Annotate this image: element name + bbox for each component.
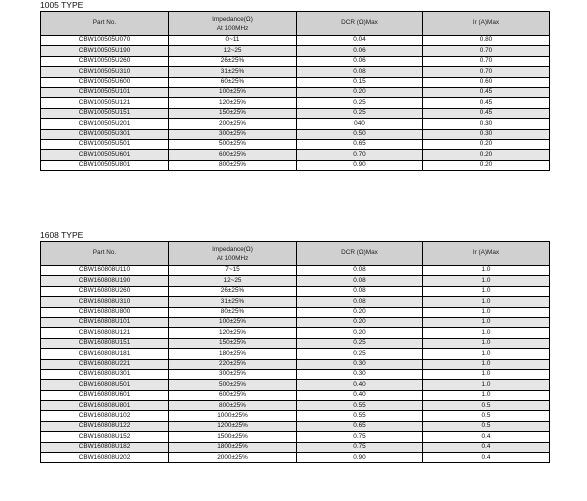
dcr-cell: 0.75 <box>297 442 423 452</box>
table-row <box>41 432 550 442</box>
dcr-cell: 0.65 <box>297 421 423 431</box>
table-row <box>41 328 550 338</box>
impedance-cell: 500±25% <box>169 380 297 390</box>
impedance-cell: 1800±25% <box>169 442 297 452</box>
table-row <box>41 46 550 56</box>
table-row <box>41 349 550 359</box>
impedance-cell: 120±25% <box>169 328 297 338</box>
table-row <box>41 453 550 463</box>
header-impedance <box>169 12 297 36</box>
part-no-cell: CBW100505U310 <box>41 67 169 77</box>
table-row <box>41 297 550 307</box>
part-no-cell: CBW160808U221 <box>41 359 169 369</box>
impedance-cell: 31±25% <box>169 67 297 77</box>
part-no-cell: CBW160808U601 <box>41 390 169 400</box>
impedance-cell: 1500±25% <box>169 432 297 442</box>
table-body <box>41 266 550 463</box>
part-no-cell: CBW100505U501 <box>41 139 169 149</box>
impedance-cell: 100±25% <box>169 87 297 97</box>
part-no-cell: CBW160808U260 <box>41 286 169 296</box>
part-no-cell: CBW100505U600 <box>41 77 169 87</box>
ir-cell: 0.20 <box>423 139 550 149</box>
ir-cell: 0.20 <box>423 150 550 160</box>
table-row <box>41 150 550 160</box>
header-part-no: Part No. <box>41 242 169 266</box>
table-row <box>41 160 550 170</box>
table-row <box>41 401 550 411</box>
ir-cell: 1.0 <box>423 359 550 369</box>
dcr-cell: 0.25 <box>297 108 423 118</box>
spec-table-1005 <box>40 11 550 171</box>
impedance-cell: 180±25% <box>169 349 297 359</box>
dcr-cell: 0.50 <box>297 129 423 139</box>
header-impedance-line2: At 100MHz <box>216 254 249 262</box>
impedance-cell: 800±25% <box>169 401 297 411</box>
header-impedance-line1: Impedance(Ω) <box>212 245 253 253</box>
dcr-cell: 0.06 <box>297 56 423 66</box>
dcr-cell: 0.55 <box>297 401 423 411</box>
part-no-cell: CBW100505U151 <box>41 108 169 118</box>
impedance-cell: 300±25% <box>169 369 297 379</box>
part-no-cell: CBW160808U202 <box>41 453 169 463</box>
section-title: 1005 TYPE <box>40 0 84 10</box>
impedance-cell: 60±25% <box>169 77 297 87</box>
ir-cell: 0.70 <box>423 67 550 77</box>
header-ir: Ir (A)Max <box>423 12 550 36</box>
section-1005 <box>40 0 550 171</box>
header-ir: Ir (A)Max <box>423 242 550 266</box>
table-row <box>41 338 550 348</box>
table-row <box>41 286 550 296</box>
dcr-cell: 0.30 <box>297 369 423 379</box>
part-no-cell: CBW100505U260 <box>41 56 169 66</box>
dcr-cell: 0.20 <box>297 307 423 317</box>
part-no-cell: CBW160808U190 <box>41 276 169 286</box>
dcr-cell: 0.25 <box>297 349 423 359</box>
impedance-cell: 2000±25% <box>169 453 297 463</box>
table-row <box>41 276 550 286</box>
dcr-cell: 0.75 <box>297 432 423 442</box>
part-no-cell: CBW160808U151 <box>41 338 169 348</box>
table-row <box>41 359 550 369</box>
dcr-cell: 040 <box>297 119 423 129</box>
ir-cell: 1.0 <box>423 307 550 317</box>
table-row <box>41 67 550 77</box>
ir-cell: 1.0 <box>423 317 550 327</box>
table-row <box>41 129 550 139</box>
dcr-cell: 0.20 <box>297 317 423 327</box>
table-row <box>41 442 550 452</box>
table-row <box>41 108 550 118</box>
dcr-cell: 0.20 <box>297 87 423 97</box>
dcr-cell: 0.04 <box>297 36 423 46</box>
part-no-cell: CBW100505U101 <box>41 87 169 97</box>
part-no-cell: CBW100505U070 <box>41 36 169 46</box>
dcr-cell: 0.90 <box>297 160 423 170</box>
part-no-cell: CBW100505U301 <box>41 129 169 139</box>
table-row <box>41 307 550 317</box>
impedance-cell: 26±25% <box>169 56 297 66</box>
dcr-cell: 0.55 <box>297 411 423 421</box>
table-row <box>41 98 550 108</box>
impedance-cell: 1200±25% <box>169 421 297 431</box>
ir-cell: 0.60 <box>423 77 550 87</box>
part-no-cell: CBW100505U201 <box>41 119 169 129</box>
dcr-cell: 0.20 <box>297 328 423 338</box>
dcr-cell: 0.08 <box>297 67 423 77</box>
impedance-cell: 100±25% <box>169 317 297 327</box>
ir-cell: 1.0 <box>423 276 550 286</box>
ir-cell: 1.0 <box>423 390 550 400</box>
dcr-cell: 0.08 <box>297 286 423 296</box>
dcr-cell: 0.25 <box>297 98 423 108</box>
dcr-cell: 0.90 <box>297 453 423 463</box>
ir-cell: 0.45 <box>423 108 550 118</box>
table-row <box>41 421 550 431</box>
table-row <box>41 380 550 390</box>
impedance-cell: 300±25% <box>169 129 297 139</box>
table-row <box>41 139 550 149</box>
header-impedance-line1: Impedance(Ω) <box>212 15 253 23</box>
table-row <box>41 56 550 66</box>
impedance-cell: 120±25% <box>169 98 297 108</box>
impedance-cell: 800±25% <box>169 160 297 170</box>
ir-cell: 1.0 <box>423 338 550 348</box>
part-no-cell: CBW100505U190 <box>41 46 169 56</box>
impedance-cell: 200±25% <box>169 119 297 129</box>
part-no-cell: CBW100505U121 <box>41 98 169 108</box>
ir-cell: 0.70 <box>423 46 550 56</box>
ir-cell: 0.5 <box>423 401 550 411</box>
part-no-cell: CBW160808U801 <box>41 401 169 411</box>
impedance-cell: 600±25% <box>169 390 297 400</box>
dcr-cell: 0.25 <box>297 338 423 348</box>
part-no-cell: CBW160808U152 <box>41 432 169 442</box>
section-1608 <box>40 230 550 463</box>
table-body <box>41 36 550 171</box>
ir-cell: 0.5 <box>423 411 550 421</box>
ir-cell: 1.0 <box>423 380 550 390</box>
part-no-cell: CBW160808U122 <box>41 421 169 431</box>
header-dcr: DCR (Ω)Max <box>297 242 423 266</box>
ir-cell: 0.4 <box>423 453 550 463</box>
dcr-cell: 0.40 <box>297 390 423 400</box>
impedance-cell: 220±25% <box>169 359 297 369</box>
impedance-cell: 500±25% <box>169 139 297 149</box>
impedance-cell: 12~25 <box>169 276 297 286</box>
ir-cell: 0.70 <box>423 56 550 66</box>
dcr-cell: 0.08 <box>297 266 423 276</box>
table-row <box>41 266 550 276</box>
impedance-cell: 600±25% <box>169 150 297 160</box>
dcr-cell: 0.08 <box>297 276 423 286</box>
dcr-cell: 0.06 <box>297 46 423 56</box>
impedance-cell: 7~15 <box>169 266 297 276</box>
ir-cell: 1.0 <box>423 297 550 307</box>
dcr-cell: 0.70 <box>297 150 423 160</box>
part-no-cell: CBW160808U102 <box>41 411 169 421</box>
ir-cell: 1.0 <box>423 286 550 296</box>
ir-cell: 1.0 <box>423 266 550 276</box>
impedance-cell: 1000±25% <box>169 411 297 421</box>
table-row <box>41 77 550 87</box>
ir-cell: 0.5 <box>423 421 550 431</box>
part-no-cell: CBW160808U301 <box>41 369 169 379</box>
impedance-cell: 80±25% <box>169 307 297 317</box>
ir-cell: 1.0 <box>423 369 550 379</box>
header-impedance <box>169 242 297 266</box>
ir-cell: 0.30 <box>423 129 550 139</box>
part-no-cell: CBW160808U101 <box>41 317 169 327</box>
impedance-cell: 12~25 <box>169 46 297 56</box>
impedance-cell: 150±25% <box>169 338 297 348</box>
ir-cell: 0.20 <box>423 160 550 170</box>
part-no-cell: CBW160808U310 <box>41 297 169 307</box>
part-no-cell: CBW160808U182 <box>41 442 169 452</box>
part-no-cell: CBW160808U110 <box>41 266 169 276</box>
dcr-cell: 0.65 <box>297 139 423 149</box>
header-part-no: Part No. <box>41 12 169 36</box>
ir-cell: 0.45 <box>423 98 550 108</box>
part-no-cell: CBW160808U121 <box>41 328 169 338</box>
part-no-cell: CBW160808U501 <box>41 380 169 390</box>
table-row <box>41 36 550 46</box>
spec-table-1608 <box>40 241 550 463</box>
part-no-cell: CBW160808U800 <box>41 307 169 317</box>
ir-cell: 1.0 <box>423 349 550 359</box>
dcr-cell: 0.08 <box>297 297 423 307</box>
ir-cell: 0.80 <box>423 36 550 46</box>
ir-cell: 0.4 <box>423 432 550 442</box>
impedance-cell: 0~11 <box>169 36 297 46</box>
dcr-cell: 0.15 <box>297 77 423 87</box>
section-title: 1608 TYPE <box>40 230 84 240</box>
impedance-cell: 150±25% <box>169 108 297 118</box>
ir-cell: 1.0 <box>423 328 550 338</box>
ir-cell: 0.30 <box>423 119 550 129</box>
ir-cell: 0.45 <box>423 87 550 97</box>
table-row <box>41 119 550 129</box>
dcr-cell: 0.40 <box>297 380 423 390</box>
table-row <box>41 411 550 421</box>
impedance-cell: 31±25% <box>169 297 297 307</box>
table-row <box>41 390 550 400</box>
header-dcr: DCR (Ω)Max <box>297 12 423 36</box>
part-no-cell: CBW100505U801 <box>41 160 169 170</box>
table-row <box>41 317 550 327</box>
table-row <box>41 369 550 379</box>
header-impedance-line2: At 100MHz <box>216 24 249 32</box>
part-no-cell: CBW160808U181 <box>41 349 169 359</box>
table-row <box>41 87 550 97</box>
part-no-cell: CBW100505U601 <box>41 150 169 160</box>
ir-cell: 0.4 <box>423 442 550 452</box>
dcr-cell: 0.30 <box>297 359 423 369</box>
impedance-cell: 26±25% <box>169 286 297 296</box>
